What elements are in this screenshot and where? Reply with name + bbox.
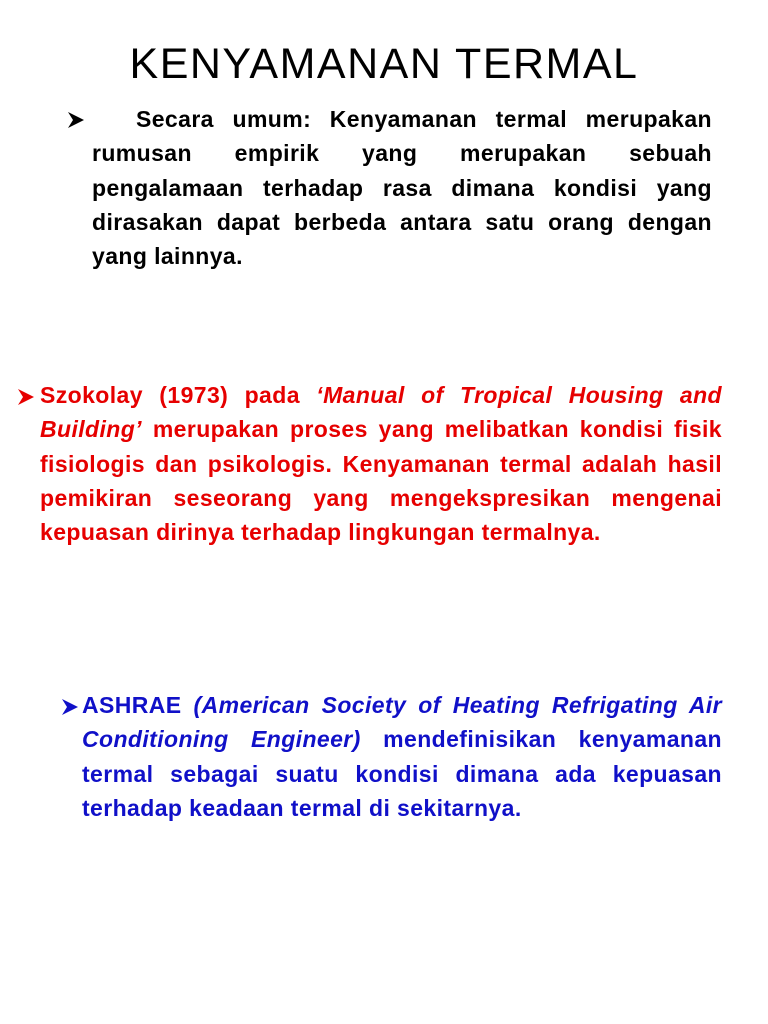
paragraph-general-definition: Secara umum: Kenyamanan termal merupakan rumusan empirik yang merupakan sebuah pengalamaan terhadap rasa dimana kondisi yang dirasakan dapat berbeda antara satu orang dengan yang lainnya.: [92, 106, 712, 270]
manual-title: ‘Manual of Tropical Housing and Building’: [40, 382, 722, 443]
arrow-bullet-icon: [66, 110, 88, 132]
paragraph-ashrae-definition: [82, 688, 722, 825]
ashrae-full-name: (American Society of Heating Refrigating Air Conditioning Engineer): [82, 692, 722, 753]
bullet-point-1: [66, 102, 712, 273]
szokolay-intro: Szokolay (1973) pada: [40, 382, 317, 408]
ashrae-intro: ASHRAE: [82, 692, 194, 718]
ashrae-body: mendefinisikan kenyamanan termal sebagai suatu kondisi dimana ada kepuasan terhadap keadaan termal di sekitarnya.: [82, 726, 723, 821]
arrow-bullet-icon: [60, 697, 82, 719]
bullet-point-3: [56, 688, 722, 825]
szokolay-body: merupakan proses yang melibatkan kondisi fisik fisiologis dan psikologis. Kenyamanan termal adalah hasil pemikiran seseorang yang mengekspresikan mengenai kepuasan dirinya terhadap lingkungan termalnya.: [40, 416, 722, 546]
paragraph-szokolay-definition: [40, 378, 722, 549]
slide-title: KENYAMANAN TERMAL: [129, 40, 639, 88]
arrow-bullet-icon: [16, 387, 38, 409]
bullet-point-2: [16, 378, 722, 549]
